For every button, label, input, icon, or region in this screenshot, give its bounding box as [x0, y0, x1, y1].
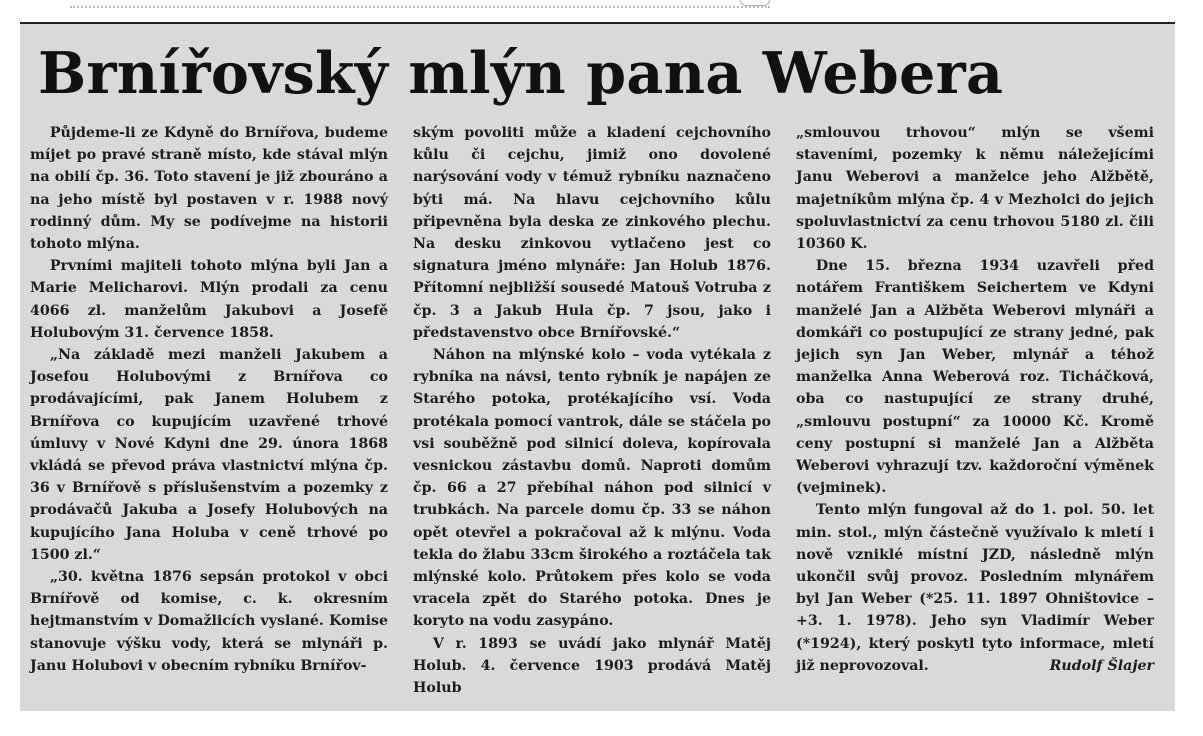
paragraph: ským povoliti může a kladení cejchovního kůlu či cejchu, jimiž ono dovolené narýsování vody v témuž rybníku naznačeno býti má. Na hlavu cejchovního kůlu připevněna byla deska ze zinkového plechu. Na desku zinkovou vytlačeno jest co signatura jméno mlynáře: Jan Holub 1876. Přítomní nejbližší sousedé Matouš Votruba z čp. 3 a Jakub Hula čp. 7 jsou, jako i představenstvo obce Brnířovské.“ — [413, 125, 771, 341]
text-column-3 — [796, 122, 1154, 677]
previous-page-strip — [0, 0, 1203, 10]
paragraph: „30. května 1876 sepsán protokol v obci Brnířově od komise, c. k. okresním hejtmanstvím v Domažlicích vyslané. Komise stanovuje výšku vody, která se mlynáři p. Janu Holubovi v obecním rybníku Brnířov- — [30, 569, 388, 674]
text-column-2 — [413, 122, 771, 699]
paragraph: „Na základě mezi manželi Jakubem a Josefou Holubovými z Brnířova co prodávajícími, pak Janem Holubem z Brnířova co kupujícím uzavřené trhové úmluvy v Nové Kdyni dne 29. února 1868 vkládá se převod práva vlastnictví mlýna čp. 36 v Brnířově s příslušenstvím a pozemky z prodávačů Jakuba a Josefy Holubových na kupujícího Jana Holuba v ceně trhové po 1500 zl.“ — [30, 347, 388, 563]
cropped-glyph — [740, 0, 770, 6]
paragraph: Náhon na mlýnské kolo – voda vytékala z rybníka na návsi, tento rybník je napájen ze Starého potoka, protékajícího vsí. Voda protékala pomocí vantrok, dále se stáčela po vsi souběžně pod silnicí doleva, kopírovala vesnickou zástavbu domů. Naproti domům čp. 66 a 27 přebíhal náhon pod silnicí v trubkách. Na parcele domu čp. 33 se náhon opět otevřel a pokračoval až k mlýnu. Voda tekla do žlabu 33cm širokého a roztáčela tak mlýnské kolo. Průtokem přes kolo se voda vracela zpět do Starého potoka. Dnes je koryto na vodu zasypáno. — [413, 347, 771, 630]
article-title: Brnířovský mlýn pana Webera — [38, 40, 1004, 107]
paragraph: V r. 1893 se uvádí jako mlynář Matěj Holub. 4. července 1903 prodává Matěj Holub — [413, 635, 771, 697]
paragraph: „smlouvou trhovou“ mlýn se všemi staveními, pozemky k němu náležejícími Janu Weberovi a manželce jeho Alžbětě, majetníkům mlýna čp. 4 v Mezholci do jejich spoluvlastnictví za cenu trhovou 5180 zl. čili 10360 K. — [796, 125, 1154, 253]
paragraph-text: Tento mlýn fungoval až do 1. pol. 50. let min. stol., mlýn částečně využívalo k mletí i nově vzniklé místní JZD, následně mlýn ukončil svůj provoz. Posledním mlynářem byl Jan Weber (*25. 11. 1897 Ohništovice – +3. 1. 1978). Jeho syn Vladimír Weber (*1924), který poskytl tyto informace, mletí již neprovozoval. — [796, 502, 1154, 674]
text-column-1 — [30, 122, 388, 677]
last-paragraph — [796, 499, 1154, 677]
paragraph: Prvními majiteli tohoto mlýna byli Jan a Marie Melicharovi. Mlýn prodali za cenu 4066 zl. manželům Jakubovi a Josefě Holubovým 31. července 1858. — [30, 258, 388, 341]
author-signature: Rudolf Šlajer — [1049, 657, 1154, 674]
article-box — [20, 24, 1175, 711]
cropped-text-line — [70, 0, 770, 8]
paragraph: Půjdeme-li ze Kdyně do Brnířova, budeme míjet po pravé straně místo, kde stával mlýn na obilí čp. 36. Toto stavení je již zbouráno a na jeho místě byl postaven v r. 1988 nový rodinný dům. My se podívejme na historii tohoto mlýna. — [30, 125, 388, 253]
paragraph: Dne 15. března 1934 uzavřeli před notářem Františkem Seichertem ve Kdyni manželé Jan a Alžběta Weberovi mlynáři a domkáři co postupující ze strany jedné, pak jejich syn Jan Weber, mlynář a téhož manželka Anna Weberová roz. Ticháčková, oba co nastupující ze strany druhé, „smlouvu postupní“ za 10000 Kč. Kromě ceny postupní si manželé Jan a Alžběta Weberovi vyhrazují tzv. každoroční výměnek (vejminek). — [796, 258, 1154, 497]
